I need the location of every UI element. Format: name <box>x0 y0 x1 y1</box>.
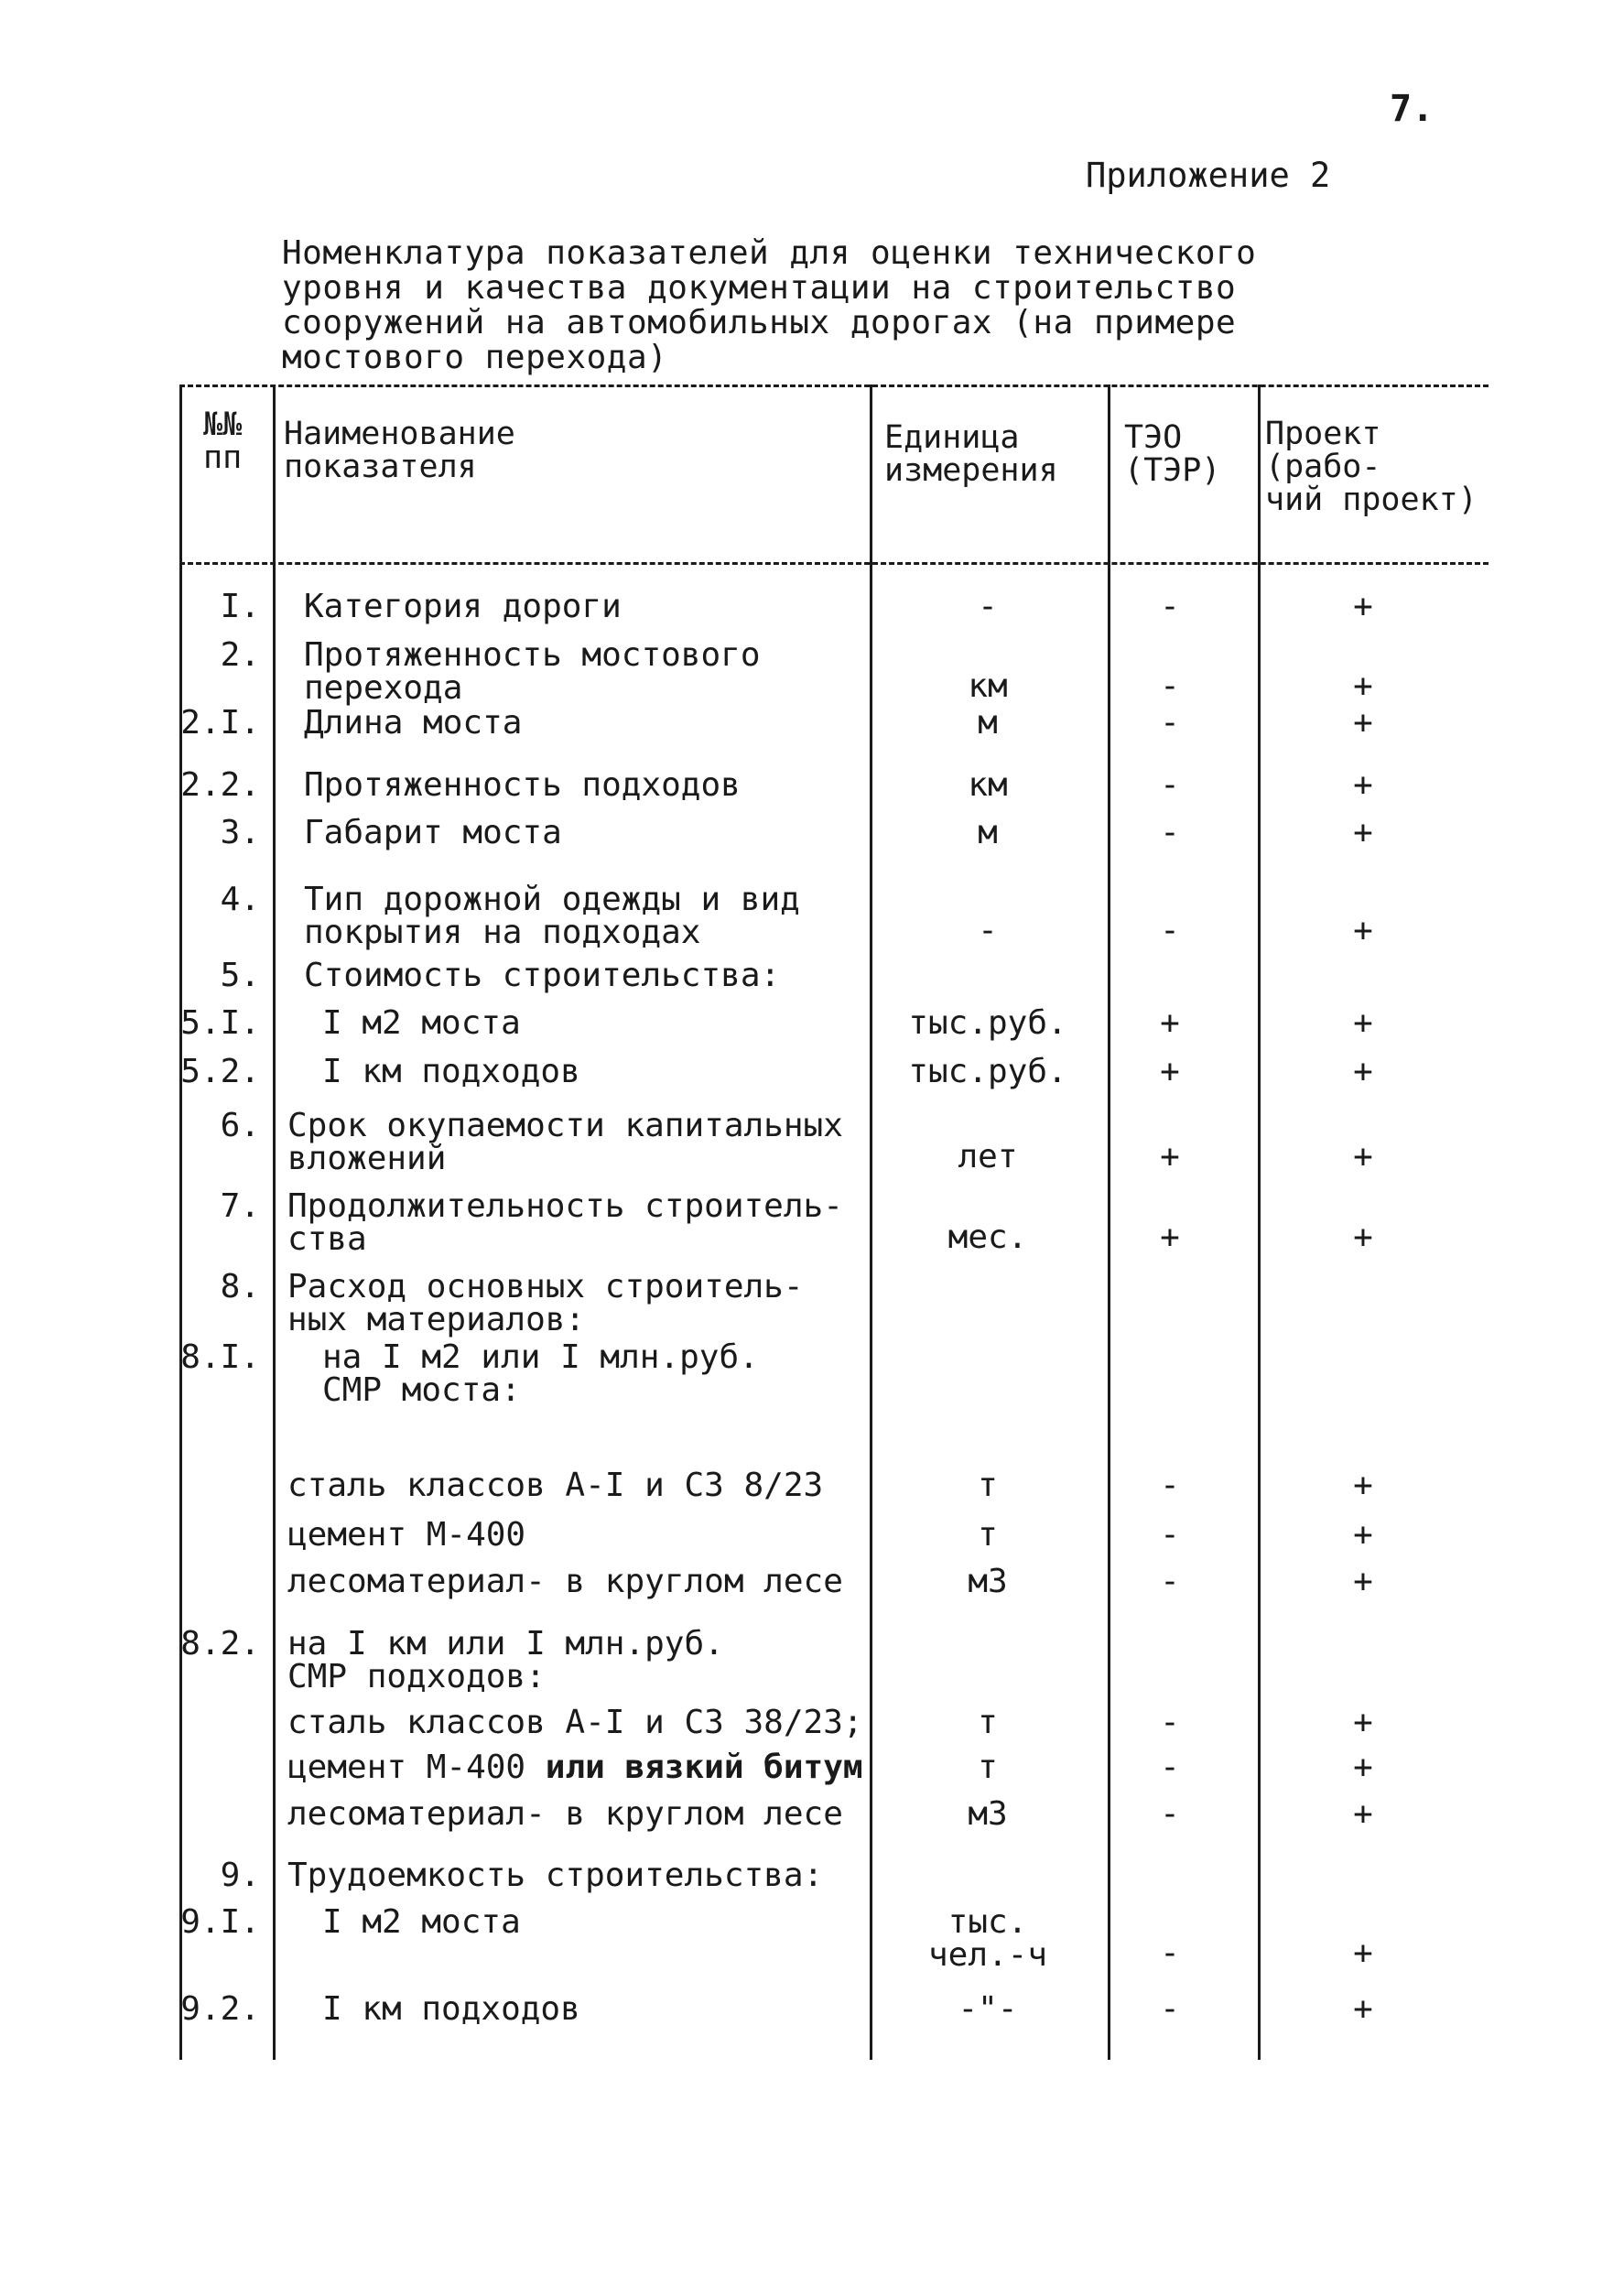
unit-of-measure: - <box>978 912 998 949</box>
unit-of-measure: тыс.руб. <box>908 1004 1067 1042</box>
header-project: Проект (рабо- чий проект) <box>1265 416 1478 518</box>
indicator-name-text: I км подходов <box>322 1053 580 1090</box>
row-number: 9.2. <box>180 1990 260 2028</box>
indicator-name <box>304 704 523 742</box>
row-number: 3. <box>220 814 260 851</box>
unit-of-measure: т <box>978 1704 998 1741</box>
unit-of-measure: тыс. чел.-ч <box>927 1903 1048 1974</box>
indicator-name-text: Протяженность подходов <box>304 766 741 804</box>
indicator-name <box>287 1751 863 1784</box>
teo-mark: + <box>1160 1138 1180 1175</box>
header-num: №№ пп <box>203 406 243 476</box>
teo-mark: - <box>1160 766 1180 804</box>
project-mark: + <box>1353 704 1373 742</box>
project-mark: + <box>1353 588 1373 625</box>
project-mark: + <box>1353 1516 1373 1554</box>
teo-mark: + <box>1160 1053 1180 1090</box>
indicator-name <box>287 1625 724 1695</box>
teo-mark: - <box>1160 814 1180 851</box>
indicator-name <box>304 766 741 804</box>
row-number: 5. <box>220 957 260 994</box>
teo-mark: - <box>1160 912 1180 949</box>
project-mark: + <box>1353 1053 1373 1090</box>
title-line: уровня и качества документации на строительство <box>282 269 1237 307</box>
unit-of-measure: - <box>978 588 998 625</box>
teo-mark: - <box>1160 1516 1180 1554</box>
document-title <box>282 236 1256 375</box>
column-divider <box>273 384 276 2060</box>
unit-of-measure: т <box>978 1516 998 1554</box>
indicator-name <box>322 1990 580 2028</box>
teo-mark: - <box>1160 1563 1180 1600</box>
project-mark: + <box>1353 1749 1373 1786</box>
indicator-name-text: сталь классов А-I и СЗ 38/23; <box>287 1704 863 1741</box>
header-name: Наименование показателя <box>284 416 515 485</box>
project-mark: + <box>1353 1795 1373 1833</box>
project-mark: + <box>1353 1934 1373 1972</box>
indicator-name-text: лесоматериал- в круглом лесе <box>287 1795 843 1833</box>
indicator-name-text: I км подходов <box>322 1990 580 2028</box>
appendix-label: Приложение 2 <box>1086 156 1331 195</box>
project-mark: + <box>1353 1467 1373 1504</box>
indicator-name <box>287 1795 843 1833</box>
row-number: 2.2. <box>180 766 260 804</box>
indicator-name-text: цемент М-400 <box>287 1516 526 1554</box>
row-number: 2.I. <box>180 704 260 742</box>
header-unit: Единица измерения <box>884 419 1058 489</box>
indicator-name-text: лесоматериал- в круглом лесе <box>287 1563 843 1600</box>
indicator-name <box>304 636 761 707</box>
teo-mark: - <box>1160 704 1180 742</box>
indicator-name-text: Габарит моста <box>304 814 562 851</box>
project-mark: + <box>1353 1004 1373 1042</box>
unit-of-measure: м3 <box>968 1795 1008 1833</box>
teo-mark: - <box>1160 1990 1180 2028</box>
indicator-name-text: Протяженность мостового перехода <box>304 636 761 707</box>
title-line: сооружений на автомобильных дорогах (на примере <box>282 304 1237 341</box>
indicator-name <box>287 1469 823 1502</box>
row-number: I. <box>220 588 260 625</box>
indicator-name-text: сталь классов А-I и СЗ 8/23 <box>287 1467 824 1504</box>
title-line: мостового перехода) <box>282 339 668 376</box>
unit-of-measure: м3 <box>968 1563 1008 1600</box>
indicator-name <box>287 1516 526 1554</box>
indicator-name-text: I м2 моста <box>322 1903 521 1941</box>
indicator-name <box>304 959 780 992</box>
project-mark: + <box>1353 667 1373 705</box>
column-divider <box>870 384 872 2060</box>
unit-of-measure: м <box>978 704 998 742</box>
indicator-name-text: Расход основных строитель- ных материалов: <box>287 1268 804 1338</box>
unit-of-measure: лет <box>958 1138 1018 1175</box>
teo-mark: - <box>1160 1467 1180 1504</box>
row-number: 8. <box>220 1268 260 1305</box>
indicator-name <box>322 1338 759 1409</box>
unit-of-measure: км <box>968 667 1008 705</box>
project-mark: + <box>1353 1704 1373 1741</box>
teo-mark: - <box>1160 667 1180 705</box>
project-mark: + <box>1353 1563 1373 1600</box>
indicator-name <box>304 883 800 949</box>
indicator-name-text: Трудоемкость строительства: <box>287 1857 824 1894</box>
row-number: 5.I. <box>180 1004 260 1042</box>
indicator-name <box>287 1268 804 1338</box>
indicator-name-addendum: или вязкий битум <box>545 1749 863 1786</box>
indicator-name <box>287 1107 843 1177</box>
indicator-name <box>322 1053 580 1090</box>
indicator-name-text: на I км или I млн.руб. СМР подходов: <box>287 1625 724 1695</box>
indicator-name-text: Срок окупаемости капитальных вложений <box>287 1107 843 1177</box>
indicator-name-text: Категория дороги <box>304 588 622 625</box>
indicator-name-text: Тип дорожной одежды и вид покрытия на подходах <box>304 881 800 951</box>
page-number: 7. <box>1390 88 1434 130</box>
project-mark: + <box>1353 814 1373 851</box>
row-number: 8.I. <box>180 1338 260 1376</box>
teo-mark: + <box>1160 1218 1180 1256</box>
project-mark: + <box>1353 1218 1373 1256</box>
project-mark: + <box>1353 766 1373 804</box>
row-number: 5.2. <box>180 1053 260 1090</box>
indicator-name <box>287 1187 843 1258</box>
indicator-name-text: на I м2 или I млн.руб. СМР моста: <box>322 1338 759 1409</box>
header-teo: ТЭО (ТЭР) <box>1124 419 1221 489</box>
row-number: 4. <box>220 881 260 918</box>
row-number: 9. <box>220 1857 260 1894</box>
row-number: 8.2. <box>180 1625 260 1662</box>
row-number: 9.I. <box>180 1903 260 1941</box>
project-mark: + <box>1353 1138 1373 1175</box>
teo-mark: - <box>1160 1795 1180 1833</box>
teo-mark: + <box>1160 1004 1180 1042</box>
indicator-name <box>304 590 622 623</box>
row-number: 6. <box>220 1107 260 1144</box>
table-header-rule <box>179 562 1489 565</box>
indicator-name-text: I м2 моста <box>322 1004 521 1042</box>
unit-of-measure: м <box>978 814 998 851</box>
unit-of-measure: мес. <box>947 1218 1028 1256</box>
indicator-name-text: Стоимость строительства: <box>304 957 781 994</box>
indicator-name-text: Длина моста <box>304 704 523 742</box>
row-number: 7. <box>220 1187 260 1225</box>
teo-mark: - <box>1160 1704 1180 1741</box>
project-mark: + <box>1353 1990 1373 2028</box>
unit-of-measure: т <box>978 1749 998 1786</box>
unit-of-measure: тыс.руб. <box>908 1053 1067 1090</box>
indicators-table <box>179 384 1507 2060</box>
unit-of-measure: -"- <box>958 1990 1018 2028</box>
table-top-rule <box>179 384 1489 387</box>
indicator-name <box>322 1903 521 1941</box>
teo-mark: - <box>1160 1934 1180 1972</box>
indicator-name <box>287 1565 843 1598</box>
indicator-name-text: Продолжительность строитель- ства <box>287 1187 843 1258</box>
row-number: 2. <box>220 636 260 674</box>
project-mark: + <box>1353 912 1373 949</box>
indicator-name <box>287 1706 863 1739</box>
indicator-name-text: цемент М-400 <box>287 1749 546 1786</box>
indicator-name <box>322 1004 521 1042</box>
indicator-name <box>304 814 562 851</box>
unit-of-measure: км <box>968 766 1008 804</box>
unit-of-measure: т <box>978 1467 998 1504</box>
teo-mark: - <box>1160 1749 1180 1786</box>
title-line: Номенклатура показателей для оценки технического <box>282 234 1257 272</box>
indicator-name <box>287 1859 823 1892</box>
teo-mark: - <box>1160 588 1180 625</box>
